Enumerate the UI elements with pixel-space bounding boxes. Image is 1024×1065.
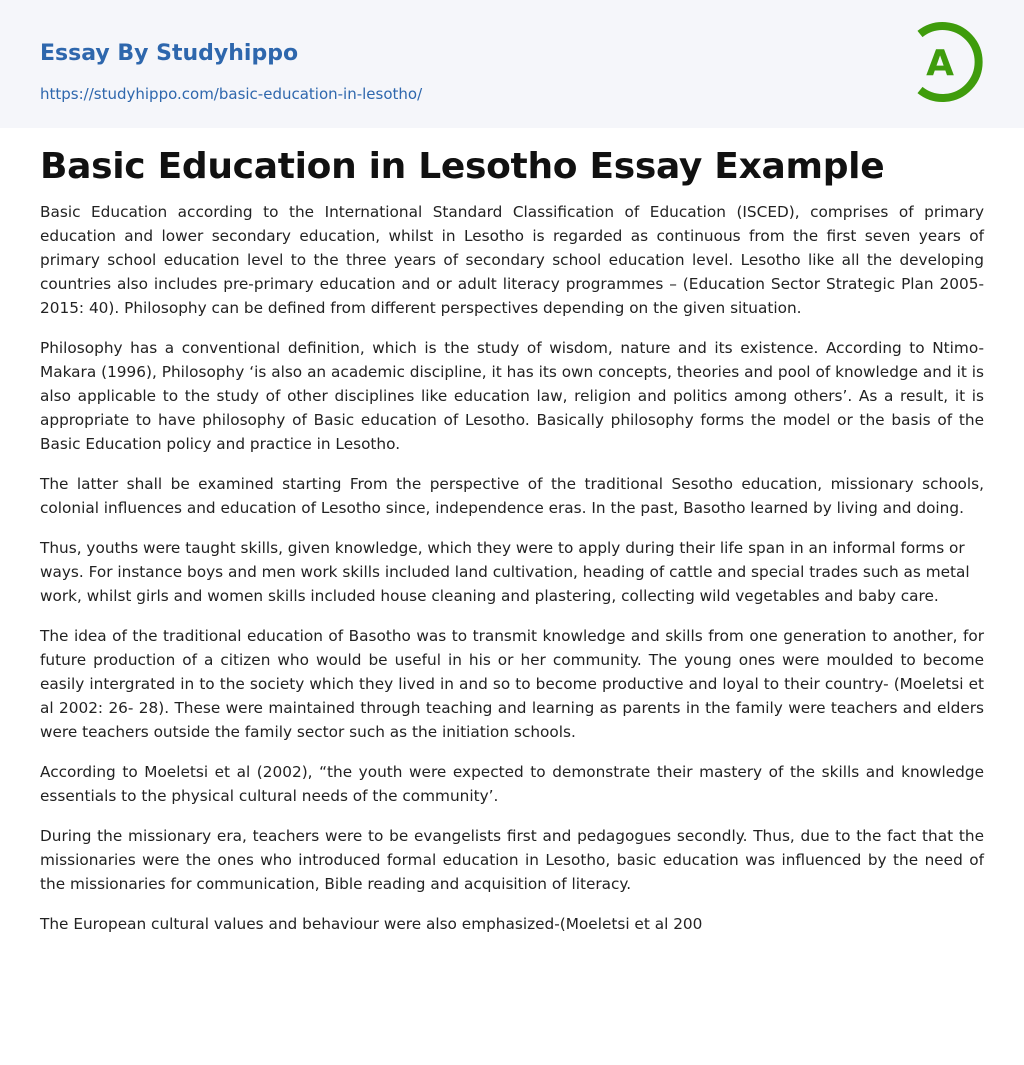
paragraph: The idea of the traditional education of Basotho was to transmit knowledge and skills from one generation to another, for future production of a citizen who would be useful in his or her community. The young ones were moulded to become easily intergrated in to the society which they lived in and so to become productive and loyal to their country- (Moeletsi et al 2002: 26- 28). These were maintained through teaching and learning as parents in the family were teachers and elders were teachers outside the family sector such as the initiation schools.	[40, 627, 984, 741]
studyhippo-logo-icon[interactable]	[912, 18, 988, 106]
essay-url-link[interactable]: https://studyhippo.com/basic-education-in-lesotho/	[40, 85, 423, 103]
page-title: Basic Education in Lesotho Essay Example	[40, 146, 885, 187]
paragraph: During the missionary era, teachers were to be evangelists first and pedagogues secondly. Thus, due to the fact that the missionaries were the ones who introduced formal education in Lesotho, basic education was influenced by the need of the missionaries for communication, Bible reading and acquisition of literacy.	[40, 827, 984, 893]
brand-title: Essay By Studyhippo	[40, 41, 299, 66]
paragraph: Basic Education according to the International Standard Classification of Education (ISCED), comprises of primary education and lower secondary education, whilst in Lesotho is regarded as continuous from the first seven years of primary school education level to the three years of secondary school education level. Lesotho like all the developing countries also includes pre-primary education and or adult literacy programmes – (Education Sector Strategic Plan 2005-2015: 40). Philosophy can be defined from different perspectives depending on the given situation.	[40, 203, 984, 317]
paragraph: According to Moeletsi et al (2002), “the youth were expected to demonstrate their mastery of the skills and knowledge essentials to the physical cultural needs of the community’.	[40, 763, 984, 805]
paragraph: The latter shall be examined starting From the perspective of the traditional Sesotho education, missionary schools, colonial influences and education of Lesotho since, independence eras. In the past, Basotho learned by living and doing.	[40, 475, 984, 517]
paragraph: Philosophy has a conventional definition, which is the study of wisdom, nature and its existence. According to Ntimo-Makara (1996), Philosophy ‘is also an academic discipline, it has its own concepts, theories and pool of knowledge and it is also applicable to the study of other disciplines like education law, religion and politics among others’. As a result, it is appropriate to have philosophy of Basic education of Lesotho. Basically philosophy forms the model or the basis of the Basic Education policy and practice in Lesotho.	[40, 339, 984, 453]
svg-text:A: A	[926, 43, 954, 84]
essay-body	[40, 200, 984, 952]
site-header	[0, 0, 1024, 128]
paragraph: Thus, youths were taught skills, given knowledge, which they were to apply during their life span in an informal forms or ways. For instance boys and men work skills included land cultivation, heading of cattle and special trades such as metal work, whilst girls and women skills included house cleaning and plastering, collecting wild vegetables and baby care.	[40, 539, 970, 605]
paragraph: The European cultural values and behaviour were also emphasized-(Moeletsi et al 200	[40, 915, 703, 933]
